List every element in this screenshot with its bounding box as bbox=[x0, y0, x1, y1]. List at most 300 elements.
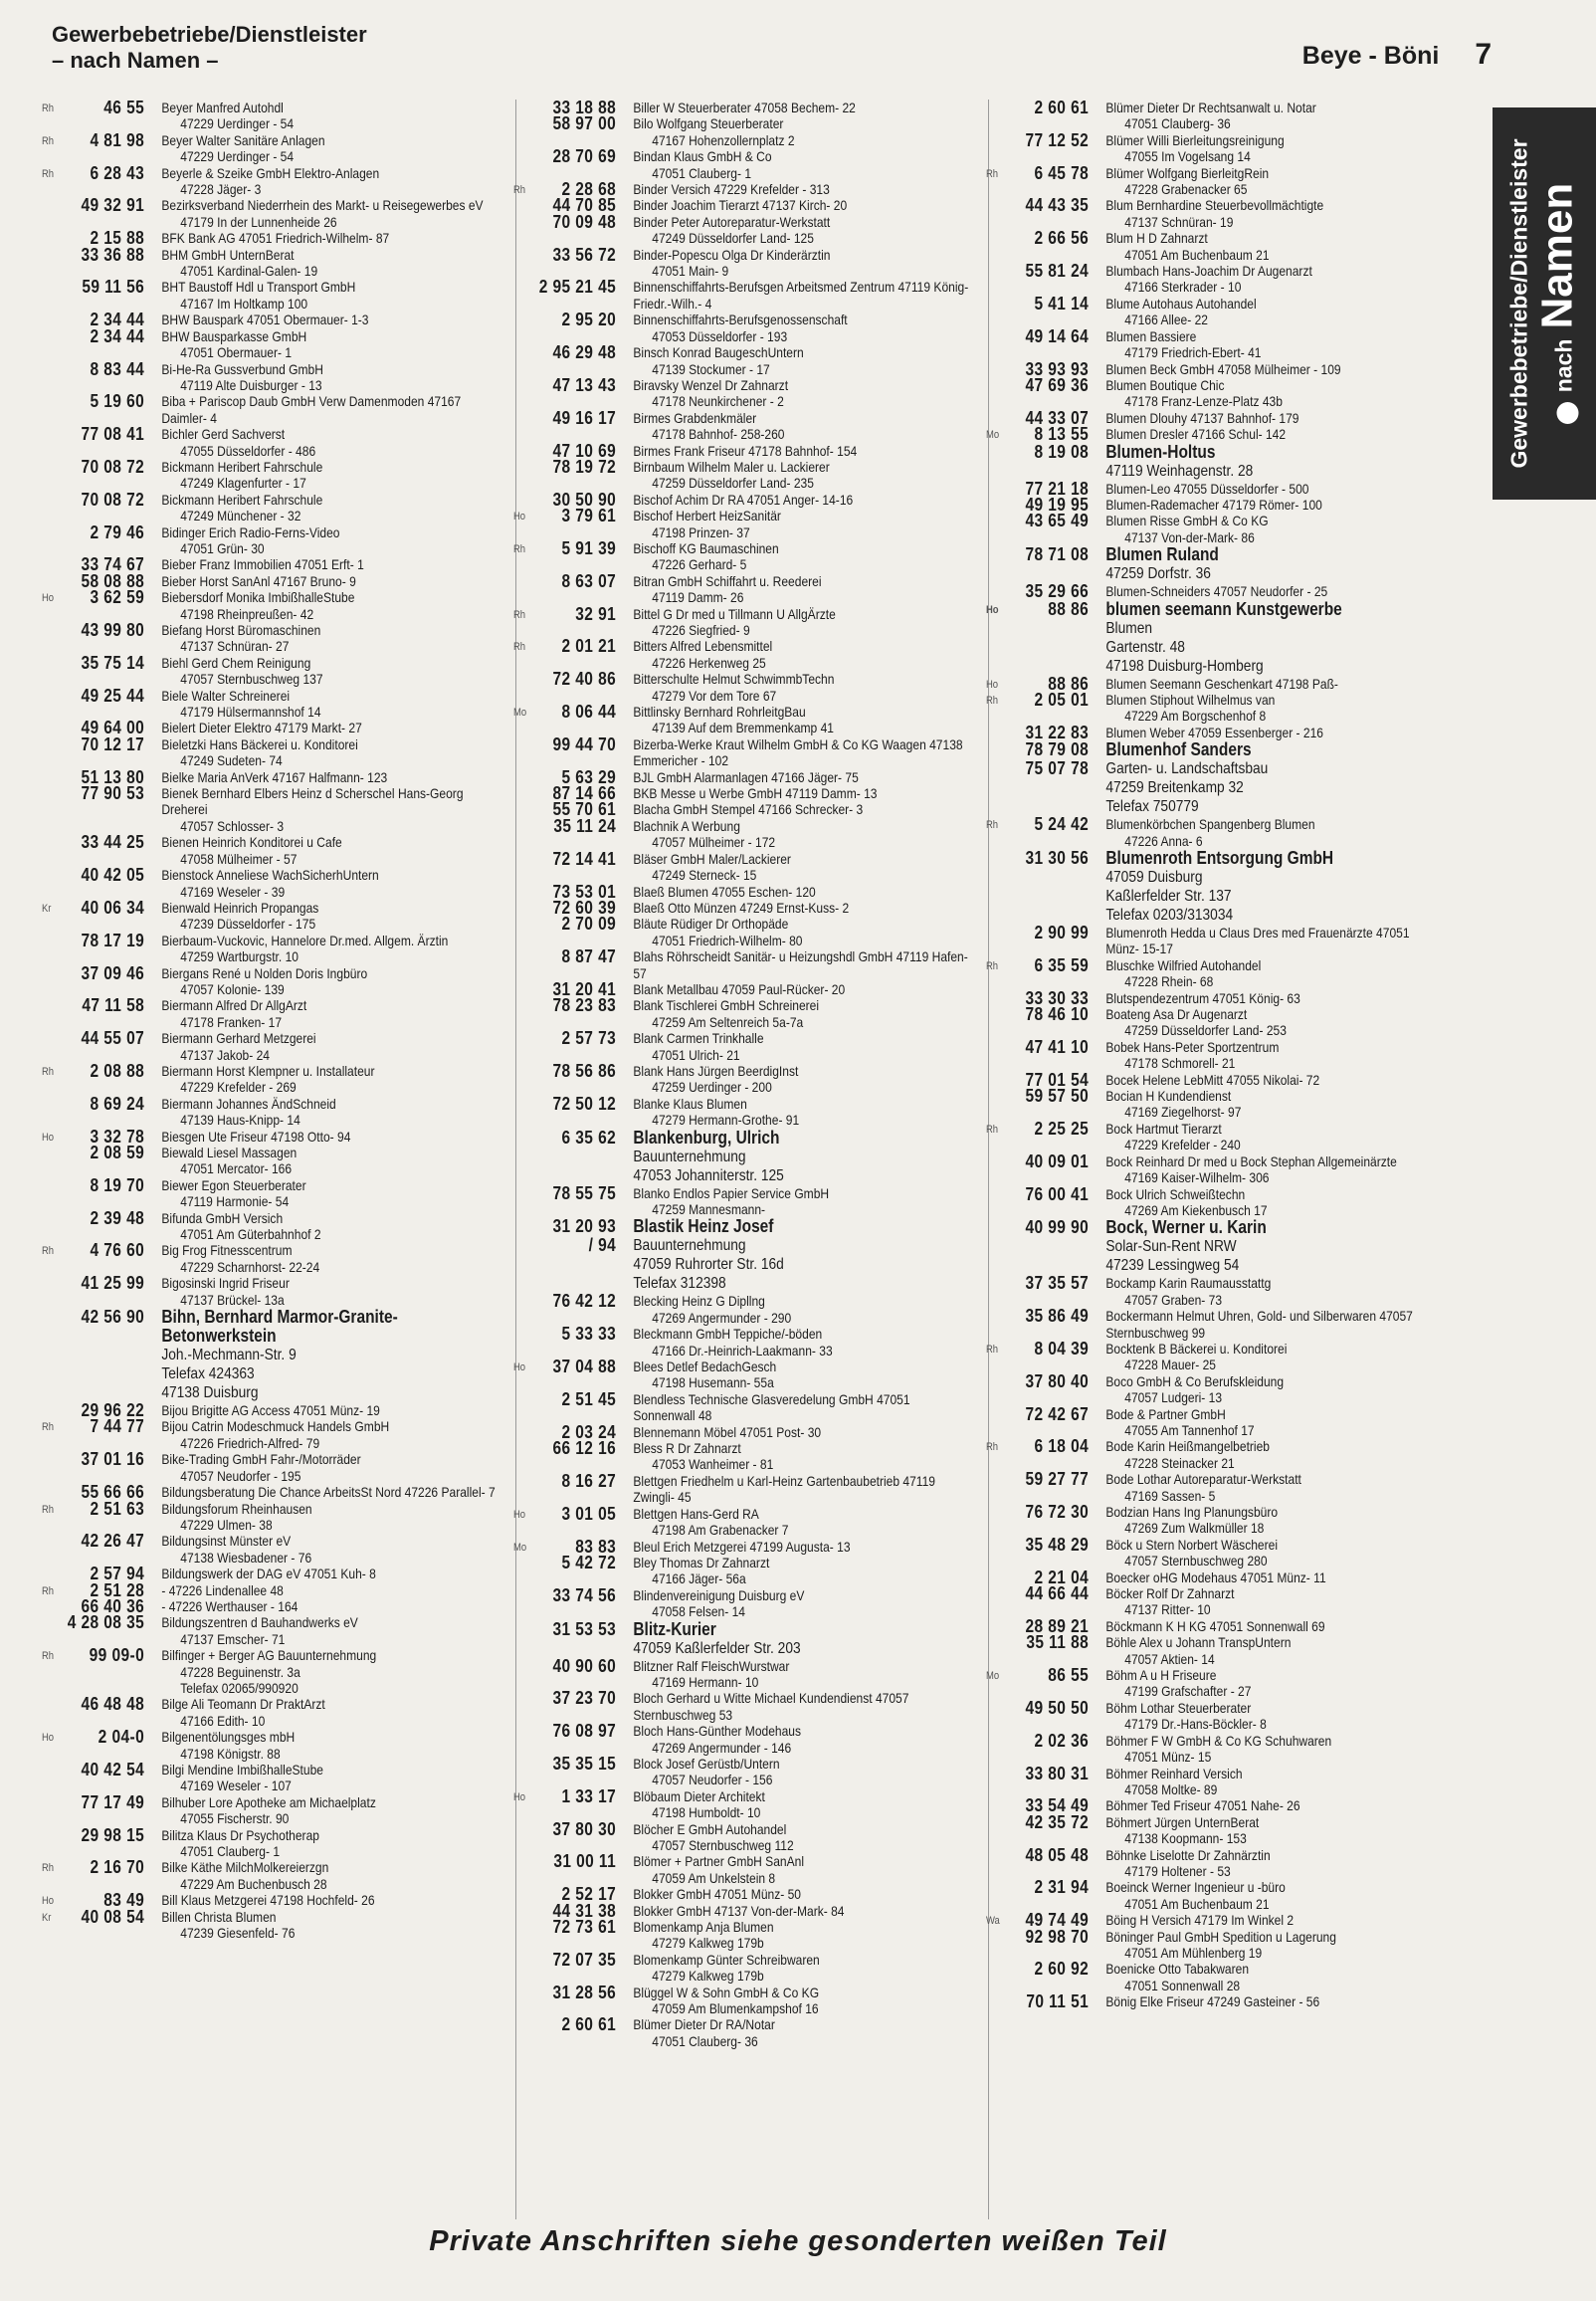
phone-number: 77 90 53 bbox=[81, 783, 145, 804]
business-address: 47228 Steinacker 21 bbox=[1124, 1454, 1235, 1471]
business-name: Böhm Lothar Steuerberater bbox=[1105, 1699, 1252, 1716]
business-name: Birmes Grabdenkmäler bbox=[633, 409, 757, 426]
listing-entry bbox=[54, 1824, 499, 1860]
phone-number: 49 32 91 bbox=[81, 195, 145, 216]
phone-number: 33 93 93 bbox=[1025, 358, 1090, 379]
business-address: 47259 Am Seltenreich 5a-7a bbox=[652, 1013, 804, 1030]
business-address: Bauunternehmung 47059 Ruhrorter Str. 16d Telefax 312398 bbox=[633, 1237, 784, 1293]
business-address: 47137 Von-der-Mark- 86 bbox=[1124, 528, 1255, 545]
phone-number: 58 97 00 bbox=[552, 113, 617, 134]
listing-entry bbox=[512, 636, 971, 671]
listing-entry bbox=[998, 722, 1444, 742]
phone-number: 7 44 77 bbox=[90, 1416, 145, 1437]
business-name: Bocek Helene LebMitt 47055 Nikolai- 72 bbox=[1105, 1071, 1320, 1088]
business-address: 47259 Wartburgstr. 10 bbox=[180, 948, 299, 965]
phone-number: 2 28 68 bbox=[561, 179, 617, 200]
business-name: Blumen-Holtus bbox=[1105, 441, 1216, 462]
business-name: Bildungsberatung Die Chance ArbeitsSt Nord 47226 Parallel- 7 bbox=[161, 1484, 496, 1501]
business-name: Bilke Käthe MilchMolkereierzgn bbox=[161, 1859, 329, 1876]
phone-number: 77 12 52 bbox=[1025, 129, 1090, 150]
business-name: Biermann Horst Klempner u. Installateur bbox=[161, 1062, 375, 1079]
business-name: Blumenroth Entsorgung GmbH bbox=[1105, 848, 1334, 868]
business-address: 47119 Weinhagenstr. 28 bbox=[1105, 462, 1254, 480]
business-address: 47055 Düsseldorfer - 486 bbox=[180, 442, 316, 459]
business-address: 47249 Sudeten- 74 bbox=[180, 752, 283, 769]
business-address: 47259 Uerdinger - 200 bbox=[652, 1079, 772, 1096]
business-address: 47139 Stockumer - 17 bbox=[652, 360, 770, 377]
phone-number: 78 71 08 bbox=[1025, 544, 1090, 565]
business-name: Bock Hartmut Tierarzt bbox=[1105, 1120, 1222, 1137]
listing-entry bbox=[41, 897, 499, 933]
phone-number: 48 05 48 bbox=[1025, 1844, 1090, 1865]
phone-number: 2 02 36 bbox=[1034, 1730, 1090, 1751]
listing-entry bbox=[525, 1293, 971, 1326]
business-name: Bodzian Hans Ing Planungsbüro bbox=[1105, 1504, 1279, 1520]
business-name: Boecker oHG Modehaus 47051 Münz- 11 bbox=[1105, 1569, 1326, 1585]
business-address: 47228 Rhein- 68 bbox=[1124, 973, 1214, 990]
business-name: Bierbaum-Vuckovic, Hannelore Dr.med. Allgem. Ärztin bbox=[161, 932, 449, 948]
phone-number: 49 64 00 bbox=[81, 718, 145, 738]
district-code: Rh bbox=[985, 1441, 999, 1454]
listing-entry bbox=[525, 570, 971, 606]
phone-number: 72 42 67 bbox=[1025, 1403, 1090, 1424]
phone-number: 2 95 20 bbox=[561, 310, 617, 330]
business-name: Blüggel W & Sohn GmbH & Co KG bbox=[633, 1984, 820, 2000]
listing-column-1 bbox=[41, 98, 511, 1942]
listing-entry bbox=[54, 622, 499, 655]
business-address: 47239 Düsseldorfer - 175 bbox=[180, 916, 316, 933]
business-name: Blümer Dieter Dr Rechtsanwalt u. Notar bbox=[1105, 100, 1316, 115]
phone-number: 33 80 31 bbox=[1025, 1763, 1090, 1783]
phone-number: 35 75 14 bbox=[81, 652, 145, 673]
district-code: Rh bbox=[41, 134, 55, 147]
business-name: Blennemann Möbel 47051 Post- 30 bbox=[633, 1423, 822, 1440]
listing-entry bbox=[525, 1949, 971, 1985]
listing-entry bbox=[998, 1150, 1444, 1186]
business-address: 47055 Im Vogelsang 14 bbox=[1124, 148, 1251, 165]
phone-number: 37 23 70 bbox=[552, 1688, 617, 1709]
business-address: 47179 Friedrich-Ebert- 41 bbox=[1124, 344, 1262, 361]
business-name: Big Frog Fitnesscentrum bbox=[161, 1242, 293, 1259]
phone-number: 8 19 70 bbox=[90, 1174, 145, 1195]
business-address: 47169 Sassen- 5 bbox=[1124, 1487, 1216, 1504]
business-name: Böcker Rolf Dr Zahnarzt bbox=[1105, 1585, 1235, 1602]
listing-entry bbox=[998, 1370, 1444, 1406]
business-address: Solar-Sun-Rent NRW 47239 Lessingweg 54 bbox=[1105, 1238, 1240, 1275]
business-name: Biesgen Ute Friseur 47198 Otto- 94 bbox=[161, 1128, 351, 1145]
phone-number: 2 51 28 bbox=[90, 1579, 145, 1600]
business-name: Bittel G Dr med u Tillmann U AllgÄrzte bbox=[633, 605, 836, 622]
business-address: 47178 Schmorell- 21 bbox=[1124, 1055, 1236, 1072]
listing-entry bbox=[41, 1498, 499, 1534]
phone-number: 2 25 25 bbox=[1034, 1118, 1090, 1139]
business-name: Bloch Gerhard u Witte Michael Kundendienst 47057 Sternbuschweg 53 bbox=[633, 1690, 909, 1723]
listing-entry bbox=[998, 263, 1444, 296]
business-name: Biele Walter Schreinerei bbox=[161, 687, 291, 704]
business-name: Böing H Versich 47179 Im Winkel 2 bbox=[1105, 1912, 1295, 1929]
phone-number: 2 70 09 bbox=[561, 914, 617, 935]
phone-number: 37 04 88 bbox=[552, 1357, 617, 1377]
business-name: Böhmert Jürgen UnternBerat bbox=[1105, 1813, 1260, 1830]
listing-entry bbox=[54, 834, 499, 867]
business-name: Blumen Risse GmbH & Co KG bbox=[1105, 513, 1269, 529]
business-name: Blank Hans Jürgen BeerdigInst bbox=[633, 1062, 799, 1079]
business-name: Blaeß Otto Münzen 47249 Ernst-Kuss- 2 bbox=[633, 899, 850, 916]
phone-number: 42 35 72 bbox=[1025, 1811, 1090, 1832]
district-code: Rh bbox=[512, 542, 526, 555]
highlighted-entry bbox=[54, 1308, 499, 1402]
business-address: 47228 Grabenacker 65 bbox=[1124, 181, 1248, 198]
business-name: Blank Tischlerei GmbH Schreinerei bbox=[633, 997, 820, 1014]
business-name: Böhnke Liselotte Dr Zahnärztin bbox=[1105, 1846, 1271, 1863]
business-name: Bijou Brigitte AG Access 47051 Münz- 19 bbox=[161, 1402, 380, 1419]
phone-number: 32 91 bbox=[575, 603, 617, 624]
business-name: Bode & Partner GmbH bbox=[1105, 1405, 1226, 1422]
business-name: Blendless Technische Glasveredelung GmbH 47051 Sonnenwall 48 bbox=[633, 1390, 910, 1424]
listing-entry bbox=[525, 115, 971, 148]
phone-number: 3 32 78 bbox=[90, 1126, 145, 1147]
phone-number: 40 06 34 bbox=[81, 897, 145, 918]
listing-entry bbox=[54, 962, 499, 998]
listing-entry bbox=[512, 603, 971, 639]
phone-number: 2 16 70 bbox=[90, 1857, 145, 1878]
phone-number: 1 33 17 bbox=[561, 1785, 617, 1806]
phone-number: 55 70 61 bbox=[552, 799, 617, 820]
business-name: Blachnik A Werbung bbox=[633, 817, 740, 834]
phone-number: 33 54 49 bbox=[1025, 1795, 1090, 1816]
district-code: Rh bbox=[985, 819, 999, 832]
business-name: Bihn, Bernhard Marmor-Granite-Betonwerkstein bbox=[161, 1307, 398, 1347]
side-tab-line1: Gewerbebetriebe/Dienstleister bbox=[1505, 138, 1532, 469]
district-code: Mo bbox=[985, 429, 1000, 442]
business-address: 47229 Ulmen- 38 bbox=[180, 1516, 273, 1533]
business-name: BKB Messe u Werbe GmbH 47119 Damm- 13 bbox=[633, 785, 878, 802]
phone-number: 42 56 90 bbox=[81, 1307, 145, 1328]
business-name: Bieber Franz Immobilien 47051 Erft- 1 bbox=[161, 556, 364, 573]
district-code: Mo bbox=[512, 1541, 527, 1554]
business-name: Blumen Stiphout Wilhelmus van bbox=[1105, 691, 1276, 708]
business-name: Bifunda GmbH Versich bbox=[161, 1209, 284, 1226]
phone-number: 2 60 92 bbox=[1034, 1959, 1090, 1980]
business-address: 47058 Felsen- 14 bbox=[652, 1603, 745, 1620]
listing-entry bbox=[998, 581, 1444, 602]
phone-number: 51 13 80 bbox=[81, 766, 145, 787]
business-name: BHT Baustoff Hdl u Transport GmbH bbox=[161, 279, 356, 296]
district-code: Rh bbox=[985, 167, 999, 180]
district-code: Rh bbox=[41, 1650, 55, 1663]
business-name: Blokker GmbH 47051 Münz- 50 bbox=[633, 1886, 802, 1903]
business-name: Bless R Dr Zahnarzt bbox=[633, 1440, 741, 1457]
phone-number: 2 05 01 bbox=[1034, 689, 1090, 710]
phone-number: 2 60 61 bbox=[1034, 98, 1090, 117]
business-name: Blahs Röhrscheidt Sanitär- u Heizungshdl GmbH 47119 Hafen- 57 bbox=[633, 948, 968, 981]
business-address: 47057 Kolonie- 139 bbox=[180, 980, 285, 997]
business-name: Blomenkamp Günter Schreibwaren bbox=[633, 1951, 820, 1968]
business-name: Blumenkörbchen Spangenberg Blumen bbox=[1105, 816, 1315, 833]
business-address: Bauunternehmung 47053 Johanniterstr. 125 bbox=[633, 1148, 784, 1184]
listing-column-2 bbox=[512, 98, 983, 2049]
listing-entry bbox=[54, 393, 499, 426]
phone-number: 77 21 18 bbox=[1025, 478, 1090, 499]
highlighted-entry bbox=[998, 443, 1444, 481]
business-name: Blaeß Blumen 47055 Eschen- 120 bbox=[633, 883, 816, 900]
business-name: Böhm A u H Friseure bbox=[1105, 1667, 1217, 1684]
business-address: 47279 Vor dem Tore 67 bbox=[652, 687, 777, 704]
business-address: 47051 Mercator- 166 bbox=[180, 1160, 293, 1177]
listing-entry bbox=[525, 1818, 971, 1854]
business-name: Blumen-Schneiders 47057 Neudorfer - 25 bbox=[1105, 583, 1328, 600]
business-name: Biefang Horst Büromaschinen bbox=[161, 622, 321, 638]
district-code: Ho bbox=[512, 1361, 526, 1374]
business-name: Biewer Egon Steuerberater bbox=[161, 1176, 306, 1193]
business-name: Blöbaum Dieter Architekt bbox=[633, 1787, 765, 1804]
business-address: 47169 Weseler - 107 bbox=[180, 1778, 292, 1794]
business-name: Biebersdorf Monika ImbißhalleStube bbox=[161, 589, 355, 606]
listing-entry bbox=[525, 312, 971, 344]
listing-entry bbox=[985, 424, 1444, 445]
highlighted-entry bbox=[985, 598, 1444, 676]
listing-entry bbox=[985, 1338, 1444, 1373]
phone-number: 70 08 72 bbox=[81, 489, 145, 510]
listing-entry bbox=[998, 325, 1444, 361]
business-address: 47198 Husemann- 55a bbox=[652, 1374, 774, 1391]
business-name: Bönig Elke Friseur 47249 Gasteiner - 56 bbox=[1105, 1993, 1320, 2010]
business-name: Binsch Konrad BaugeschUntern bbox=[633, 344, 804, 361]
phone-number: 6 35 62 bbox=[561, 1127, 617, 1148]
business-name: Blacha GmbH Stempel 47166 Schrecker- 3 bbox=[633, 801, 864, 818]
listing-entry bbox=[985, 814, 1444, 849]
business-address: 47249 Düsseldorfer Land- 125 bbox=[652, 230, 814, 247]
business-address: 47259 Mannesmann- bbox=[652, 1201, 766, 1217]
business-address: 47178 Neunkirchener - 2 bbox=[652, 393, 784, 410]
listing-entry bbox=[998, 129, 1444, 165]
phone-number: 6 28 43 bbox=[90, 162, 145, 183]
business-address: 47279 Kalkweg 179b bbox=[652, 1968, 764, 1985]
listing-entry bbox=[525, 244, 971, 280]
phone-number: 2 34 44 bbox=[90, 325, 145, 346]
business-address: 47051 Am Güterbahnhof 2 bbox=[180, 1226, 321, 1243]
listing-entry bbox=[525, 2016, 971, 2049]
phone-number: 78 56 86 bbox=[552, 1060, 617, 1081]
listing-entry bbox=[512, 1785, 971, 1821]
business-name: Blank Metallbau 47059 Paul-Rücker- 20 bbox=[633, 980, 846, 997]
phone-number: 70 12 17 bbox=[81, 733, 145, 754]
business-address: 47051 Obermauer- 1 bbox=[180, 344, 293, 361]
business-address: Garten- u. Landschaftsbau 47259 Breitenkamp 32 Telefax 750779 bbox=[1105, 760, 1269, 816]
phone-number: 35 11 88 bbox=[1026, 1632, 1090, 1653]
highlighted-entry bbox=[525, 1217, 971, 1293]
business-address: 47051 Am Buchenbaum 21 bbox=[1124, 1895, 1270, 1912]
business-address: 47249 Münchener - 32 bbox=[180, 508, 301, 524]
listing-entry bbox=[54, 426, 499, 459]
phone-number: 83 49 bbox=[103, 1890, 145, 1911]
business-name: Blümer Dieter Dr RA/Notar bbox=[633, 2016, 775, 2033]
business-name: Blank Carmen Trinkhalle bbox=[633, 1030, 764, 1047]
listing-entry bbox=[512, 506, 971, 540]
business-name: - 47226 Lindenallee 48 bbox=[161, 1581, 284, 1598]
business-name: Blümer Wolfgang BierleitgRein bbox=[1105, 164, 1270, 181]
side-tab-line3: Namen bbox=[1532, 182, 1582, 329]
business-name: BHW Bausparkasse GmbH bbox=[161, 327, 307, 344]
business-name: Biermann Alfred Dr AllgArzt bbox=[161, 997, 307, 1014]
business-name: Böckmann K H KG 47051 Sonnenwall 69 bbox=[1105, 1617, 1325, 1634]
business-name: Bill Klaus Metzgerei 47198 Hochfeld- 26 bbox=[161, 1892, 375, 1909]
business-name: Bi-He-Ra Gussverbund GmbH bbox=[161, 360, 323, 377]
business-address: 47138 Koopmann- 153 bbox=[1124, 1830, 1247, 1847]
phone-number: 35 35 15 bbox=[552, 1753, 617, 1774]
business-address: 47137 Schnüran- 19 bbox=[1124, 213, 1234, 230]
phone-number: 66 12 16 bbox=[552, 1438, 617, 1459]
page-number: 7 bbox=[1475, 38, 1492, 71]
district-code: Ho bbox=[41, 1732, 55, 1745]
listing-entry bbox=[998, 1730, 1444, 1766]
phone-number: 31 28 56 bbox=[552, 1982, 617, 2002]
business-address: 47259 Düsseldorfer Land- 253 bbox=[1124, 1022, 1287, 1039]
business-name: BFK Bank AG 47051 Friedrich-Wilhelm- 87 bbox=[161, 230, 390, 247]
business-address: 47229 Uerdinger - 54 bbox=[180, 115, 295, 132]
phone-number: 33 56 72 bbox=[552, 244, 617, 265]
business-name: Boenicke Otto Tabakwaren bbox=[1105, 1961, 1250, 1978]
business-name: Blumen Weber 47059 Essenberger - 216 bbox=[1105, 724, 1324, 740]
business-name: Bichler Gerd Sachverst bbox=[161, 426, 286, 443]
business-name: Bike-Trading GmbH Fahr-/Motorräder bbox=[161, 1451, 361, 1468]
business-address: 47051 Sonnenwall 28 bbox=[1124, 1977, 1241, 1993]
district-code: Ho bbox=[41, 592, 55, 605]
phone-number: 6 18 04 bbox=[1034, 1436, 1090, 1457]
listing-entry bbox=[525, 1030, 971, 1063]
business-address: 47169 Kaiser-Wilhelm- 306 bbox=[1124, 1169, 1270, 1186]
business-name: Beyer Walter Sanitäre Anlagen bbox=[161, 131, 325, 148]
business-name: Bocktenk B Bäckerei u. Konditorei bbox=[1105, 1340, 1288, 1357]
phone-number: 29 98 15 bbox=[81, 1824, 145, 1845]
business-address: 47051 Clauberg- 36 bbox=[1124, 115, 1231, 132]
district-code: Rh bbox=[512, 184, 526, 197]
listing-entry bbox=[998, 1403, 1444, 1439]
phone-number: 46 55 bbox=[103, 98, 145, 117]
business-address: 47139 Auf dem Bremmenkamp 41 bbox=[652, 720, 835, 736]
district-code: Rh bbox=[41, 1245, 55, 1258]
listing-entry bbox=[998, 925, 1444, 957]
business-address: 47229 Am Borgschenhof 8 bbox=[1124, 708, 1267, 725]
business-address: 47057 Schlosser- 3 bbox=[180, 817, 285, 834]
phone-number: 44 55 07 bbox=[81, 1028, 145, 1049]
business-name: Biravsky Wenzel Dr Zahnarzt bbox=[633, 376, 789, 393]
district-code: Ho bbox=[512, 511, 526, 523]
business-address: 47059 Kaßlerfelder Str. 203 bbox=[633, 1639, 801, 1657]
business-name: Beyer Manfred Autohdl bbox=[161, 100, 284, 115]
listing-entry bbox=[525, 456, 971, 492]
business-address: 47059 Am Blumenkampshof 16 bbox=[652, 2000, 819, 2017]
phone-number: 40 99 90 bbox=[1025, 1217, 1090, 1238]
business-name: Blumen Boutique Chic bbox=[1105, 376, 1225, 393]
business-address: 47178 Franz-Lenze-Platz 43b bbox=[1124, 393, 1283, 410]
phone-number: 87 14 66 bbox=[552, 783, 617, 804]
business-name: Bock, Werner u. Karin bbox=[1105, 1217, 1267, 1238]
phone-number: 42 26 47 bbox=[81, 1531, 145, 1552]
listing-entry bbox=[54, 1275, 499, 1308]
listing-entry bbox=[54, 1174, 499, 1210]
highlighted-entry bbox=[998, 849, 1444, 925]
phone-number: 99 09-0 bbox=[89, 1645, 145, 1666]
listing-entry bbox=[998, 1926, 1444, 1962]
business-name: Birmes Frank Friseur 47178 Bahnhof- 154 bbox=[633, 442, 858, 459]
phone-number: 2 52 17 bbox=[561, 1884, 617, 1905]
business-name: Blumen Dresler 47166 Schul- 142 bbox=[1105, 426, 1287, 443]
business-name: Bitters Alfred Lebensmittel bbox=[633, 638, 773, 655]
listing-entry bbox=[512, 537, 971, 573]
phone-number: 2 21 04 bbox=[1034, 1567, 1090, 1587]
listing-entry bbox=[525, 279, 971, 312]
listing-entry bbox=[525, 1690, 971, 1723]
business-address: 47051 Main- 9 bbox=[652, 263, 729, 280]
district-code: Ho bbox=[41, 1895, 55, 1908]
business-name: Blumbach Hans-Joachim Dr Augenarzt bbox=[1105, 263, 1312, 280]
business-address: 47057 Sternbuschweg 112 bbox=[652, 1837, 794, 1853]
district-code: Rh bbox=[41, 1862, 55, 1875]
phone-number: 37 09 46 bbox=[81, 962, 145, 983]
phone-number: 76 00 41 bbox=[1025, 1183, 1090, 1204]
business-address: 47057 Neudorfer - 195 bbox=[180, 1467, 301, 1484]
listing-entry bbox=[54, 785, 499, 834]
district-code: Ho bbox=[985, 678, 999, 691]
phone-number: 37 01 16 bbox=[81, 1449, 145, 1470]
phone-number: 47 69 36 bbox=[1025, 374, 1090, 395]
business-address: 47249 Sterneck- 15 bbox=[652, 867, 757, 884]
listing-entry bbox=[54, 456, 499, 492]
phone-number: 78 46 10 bbox=[1025, 1004, 1090, 1025]
business-address: 47138 Wiesbadener - 76 bbox=[180, 1549, 312, 1566]
listing-entry bbox=[985, 1665, 1444, 1700]
phone-number: 46 29 48 bbox=[552, 342, 617, 363]
business-name: Biermann Johannes ÄndSchneid bbox=[161, 1095, 336, 1112]
phone-number: 44 66 44 bbox=[1025, 1583, 1090, 1604]
phone-number: 33 74 67 bbox=[81, 554, 145, 575]
phone-number: 3 01 05 bbox=[561, 1503, 617, 1524]
district-code: Rh bbox=[41, 1503, 55, 1516]
section-subtitle: – nach Namen – bbox=[52, 48, 219, 73]
business-name: Bielke Maria AnVerk 47167 Halfmann- 123 bbox=[161, 768, 388, 785]
business-name: Böninger Paul GmbH Spedition u Lagerung bbox=[1105, 1928, 1336, 1945]
business-name: Bock Reinhard Dr med u Bock Stephan Allgemeinärzte bbox=[1105, 1152, 1397, 1169]
alphabet-range: Beye - Böni bbox=[1301, 42, 1440, 70]
phone-number: 2 57 94 bbox=[90, 1564, 145, 1584]
phone-number: 5 24 42 bbox=[1034, 814, 1090, 835]
phone-number: 49 50 50 bbox=[1025, 1697, 1090, 1718]
business-address: 47057 Mülheimer - 172 bbox=[652, 834, 776, 851]
district-code: Rh bbox=[985, 1123, 999, 1136]
business-name: Blankenburg, Ulrich bbox=[633, 1127, 780, 1148]
listing-entry bbox=[54, 1791, 499, 1827]
business-name: Blees Detlef BedachGesch bbox=[633, 1359, 777, 1375]
business-address: 47226 Gerhard- 5 bbox=[652, 556, 747, 573]
business-name: Bilo Wolfgang Steuerberater bbox=[633, 115, 784, 132]
phone-number: 2 95 21 45 bbox=[538, 277, 617, 298]
phone-number: 77 08 41 bbox=[81, 424, 145, 445]
business-name: Blumen Seemann Geschenkart 47198 Paß- bbox=[1105, 675, 1338, 692]
business-name: Böhle Alex u Johann TranspUntern bbox=[1105, 1634, 1292, 1651]
business-name: Blindenvereinigung Duisburg eV bbox=[633, 1586, 805, 1603]
business-name: Bickmann Heribert Fahrschule bbox=[161, 491, 323, 508]
business-name: Böhmer Ted Friseur 47051 Nahe- 26 bbox=[1105, 1797, 1300, 1814]
listing-entry bbox=[54, 1451, 499, 1484]
listing-entry bbox=[525, 407, 971, 443]
phone-number: 35 86 49 bbox=[1025, 1306, 1090, 1327]
district-code: Rh bbox=[41, 1065, 55, 1078]
business-address: 47059 Am Unkelstein 8 bbox=[652, 1869, 776, 1886]
listing-entry bbox=[54, 1762, 499, 1794]
listing-entry bbox=[998, 1634, 1444, 1667]
business-address: 47137 Schnüran- 27 bbox=[180, 638, 290, 655]
